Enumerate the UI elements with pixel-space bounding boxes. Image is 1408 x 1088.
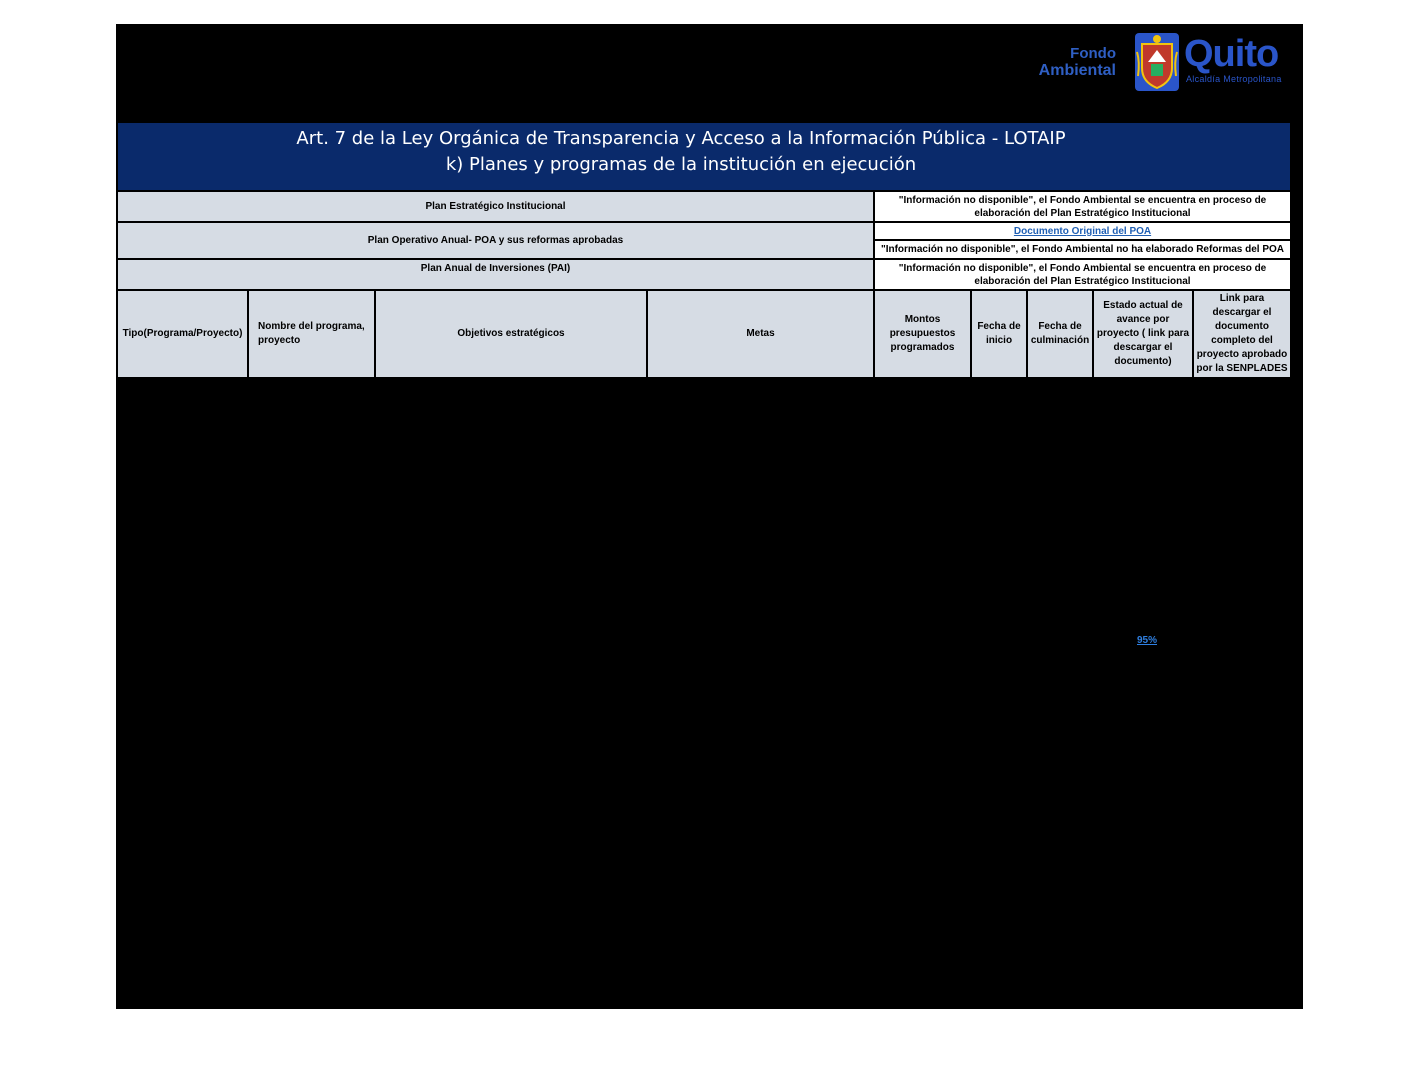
page-subtitle: k) Planes y programas de la institución en ejecución <box>445 154 917 175</box>
header-fecha-inicio: Fecha de inicio <box>972 291 1026 377</box>
logo-alcaldia-text: Alcaldía Metropolitana <box>1186 74 1282 84</box>
pai-value: "Información no disponible", el Fondo Ambiental se encuentra en proceso de elaboración del Plan Estratégico Institucional <box>875 260 1290 289</box>
header-objetivos: Objetivos estratégicos <box>376 291 646 377</box>
poa-document-link-cell <box>875 223 1290 239</box>
header-estado-avance: Estado actual de avance por proyecto ( link para descargar el documento) <box>1094 291 1192 377</box>
logo-quito-text: Quito <box>1184 33 1279 75</box>
header-tipo: Tipo(Programa/Proyecto) <box>118 291 247 377</box>
poa-label: Plan Operativo Anual- POA y sus reformas aprobadas <box>118 223 873 258</box>
header-link-senplades: Link para descargar el documento completo del proyecto aprobado por la SENPLADES <box>1194 291 1290 377</box>
header-nombre: Nombre del programa, proyecto <box>249 291 374 377</box>
header-montos: Montos presupuestos programados <box>875 291 970 377</box>
pai-label: Plan Anual de Inversiones (PAI) <box>118 260 873 289</box>
poa-document-link[interactable]: Documento Original del POA <box>1013 225 1152 237</box>
logo-ambiental-text: Ambiental <box>1038 62 1116 79</box>
plan-estrategico-value: "Información no disponible", el Fondo Ambiental se encuentra en proceso de elaboración del Plan Estratégico Institucional <box>875 192 1290 221</box>
title-band <box>118 123 1290 190</box>
city-coat-of-arms-icon <box>1134 32 1180 92</box>
fondo-ambiental-quito-logo <box>1020 32 1300 94</box>
header-metas: Metas <box>648 291 873 377</box>
page-title: Art. 7 de la Ley Orgánica de Transparencia y Acceso a la Información Pública - LOTAIP <box>296 128 1066 149</box>
logo-fondo-text: Fondo <box>1070 45 1116 62</box>
poa-reformas-value: "Información no disponible", el Fondo Ambiental no ha elaborado Reformas del POA <box>875 241 1290 258</box>
header-fecha-culminacion: Fecha de culminación <box>1028 291 1092 377</box>
plan-estrategico-label: Plan Estratégico Institucional <box>118 192 873 221</box>
progress-percentage-link[interactable]: 95% <box>1137 635 1158 646</box>
